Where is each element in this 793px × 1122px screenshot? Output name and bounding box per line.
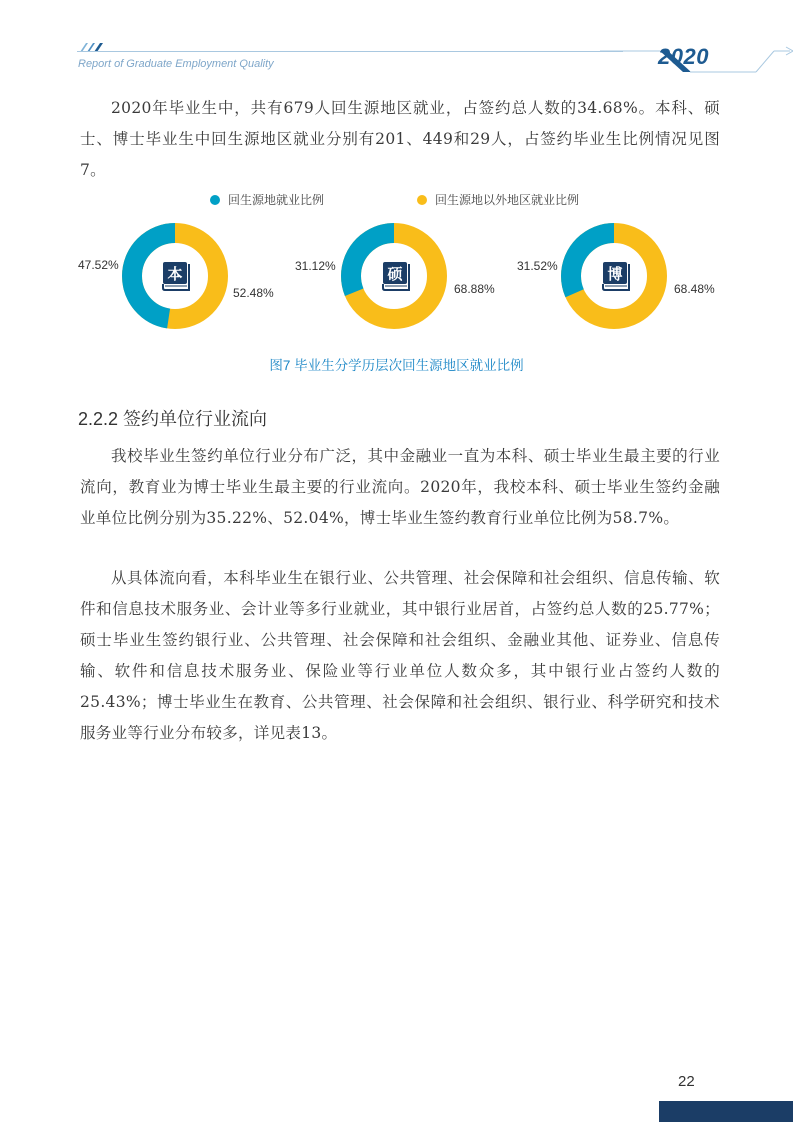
figure-caption: 图7 毕业生分学历层次回生源地区就业比例	[269, 358, 524, 373]
svg-text:硕: 硕	[387, 265, 403, 283]
donut-label-other: 68.48%	[674, 282, 715, 296]
page-number: 22	[678, 1073, 695, 1090]
legend-item-other	[417, 191, 579, 208]
section-paragraph: 从具体流向看，本科毕业生在银行业、公共管理、社会保障和社会组织、信息传输、软件和信息技术服务业、会计业等多行业就业，其中银行业居首，占签约总人数的25.77%；硕士毕业生签约银行业、公共管理、社会保障和社会组织、金融业其他、证券业、信息传输、软件和信息技术服务业、保险业等行业单位人数众多，其中银行业占签约人数的25.43%；博士毕业生在教育、公共管理、社会保障和社会组织、银行业、科学研究和技术服务业等行业分布较多，详见表13。	[80, 569, 720, 742]
section-paragraph: 我校毕业生签约单位行业分布广泛，其中金融业一直为本科、硕士毕业生最主要的行业流向，教育业为博士毕业生最主要的行业流向。2020年，我校本科、硕士毕业生签约金融业单位比例分别为35.22%、52.04%，博士毕业生签约教育行业单位比例为58.7%。	[80, 447, 720, 527]
header-year: 2020	[658, 44, 709, 69]
header-subtitle: Report of Graduate Employment Quality	[78, 58, 274, 70]
donut-label-other: 68.88%	[454, 282, 495, 296]
donut-label-home: 31.52%	[517, 259, 558, 273]
legend-item-home	[210, 191, 324, 208]
svg-text:博: 博	[607, 265, 623, 283]
book-icon	[161, 261, 191, 291]
donut-label-home: 47.52%	[78, 258, 119, 272]
section-title: 2.2.2 签约单位行业流向	[78, 409, 268, 429]
footer-bar	[659, 1101, 793, 1122]
legend-dot-icon	[210, 195, 220, 205]
book-icon	[381, 261, 411, 291]
donut-label-home: 31.12%	[295, 259, 336, 273]
svg-text:本: 本	[167, 265, 183, 283]
legend-label: 回生源地以外地区就业比例	[435, 193, 580, 207]
legend-label: 回生源地就业比例	[228, 193, 325, 207]
header-rule	[77, 51, 623, 52]
donut-label-other: 52.48%	[233, 286, 274, 300]
intro-paragraph: 2020年毕业生中，共有679人回生源地区就业，占签约总人数的34.68%。本科、硕士、博士毕业生中回生源地区就业分别有201、449和29人，占签约毕业生比例情况见图7。	[80, 99, 720, 179]
legend-dot-icon	[417, 195, 427, 205]
book-icon	[601, 261, 631, 291]
